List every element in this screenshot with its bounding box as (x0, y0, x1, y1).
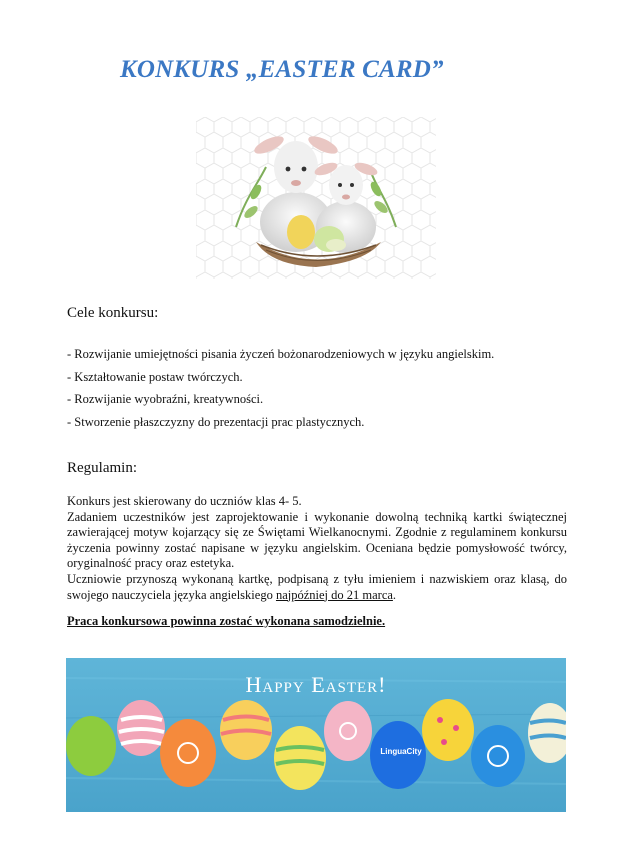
rules-heading: Regulamin: (67, 460, 137, 476)
egg-yellow-green (274, 726, 326, 790)
goals-heading: Cele konkursu: (67, 305, 159, 321)
rules-paragraph (67, 572, 567, 603)
egg-orange (160, 719, 216, 787)
goal-item: - Kształtowanie postaw twórczych. (67, 370, 243, 384)
final-note: Praca konkursowa powinna zostać wykonana samodzielnie. (67, 614, 386, 628)
rules-paragraph: Konkurs jest skierowany do uczniów klas 4- 5. (67, 494, 302, 508)
yellow-egg (287, 215, 315, 249)
egg-green (66, 716, 116, 776)
page-title: KONKURS „EASTER CARD” (120, 56, 444, 83)
lambs-illustration (196, 117, 436, 279)
rules-paragraph: Zadaniem uczestników jest zaprojektowanie i wykonanie dowolną techniką kartki świątecznej zawierającej motyw kojarzący się ze Świętami Wielkanocnymi. Zgodnie z regulaminem konkursu życzenia powinny zostać napisane w języku angielskim. Oceniana będzie pomysłowość twórcy, oryginalność pracy oraz estetyka. (67, 509, 567, 571)
rules-text-span: . (392, 587, 397, 602)
egg-yellow-dots (422, 699, 474, 761)
egg-blue-pattern (471, 725, 525, 787)
banner-title: Happy Easter! (245, 672, 387, 697)
rules-text (67, 494, 567, 603)
goal-item: - Stworzenie płaszczyzny do prezentacji prac plastycznych. (67, 415, 365, 429)
goal-item: - Rozwijanie wyobraźni, kreatywności. (67, 392, 264, 406)
brand-logo: LinguaCity (380, 747, 422, 756)
egg-pink (324, 701, 372, 761)
rules-text-span: Uczniowie przynoszą wykonaną kartkę, podpisaną z tyłu imieniem i nazwiskiem oraz klasą, do swojego nauczyciela języka angielskiego (67, 571, 567, 602)
goal-item: - Rozwijanie umiejętności pisania życzeń bożonarodzeniowych w języku angielskim. (67, 347, 495, 361)
deadline: najpóźniej do 21 marca (275, 587, 393, 602)
